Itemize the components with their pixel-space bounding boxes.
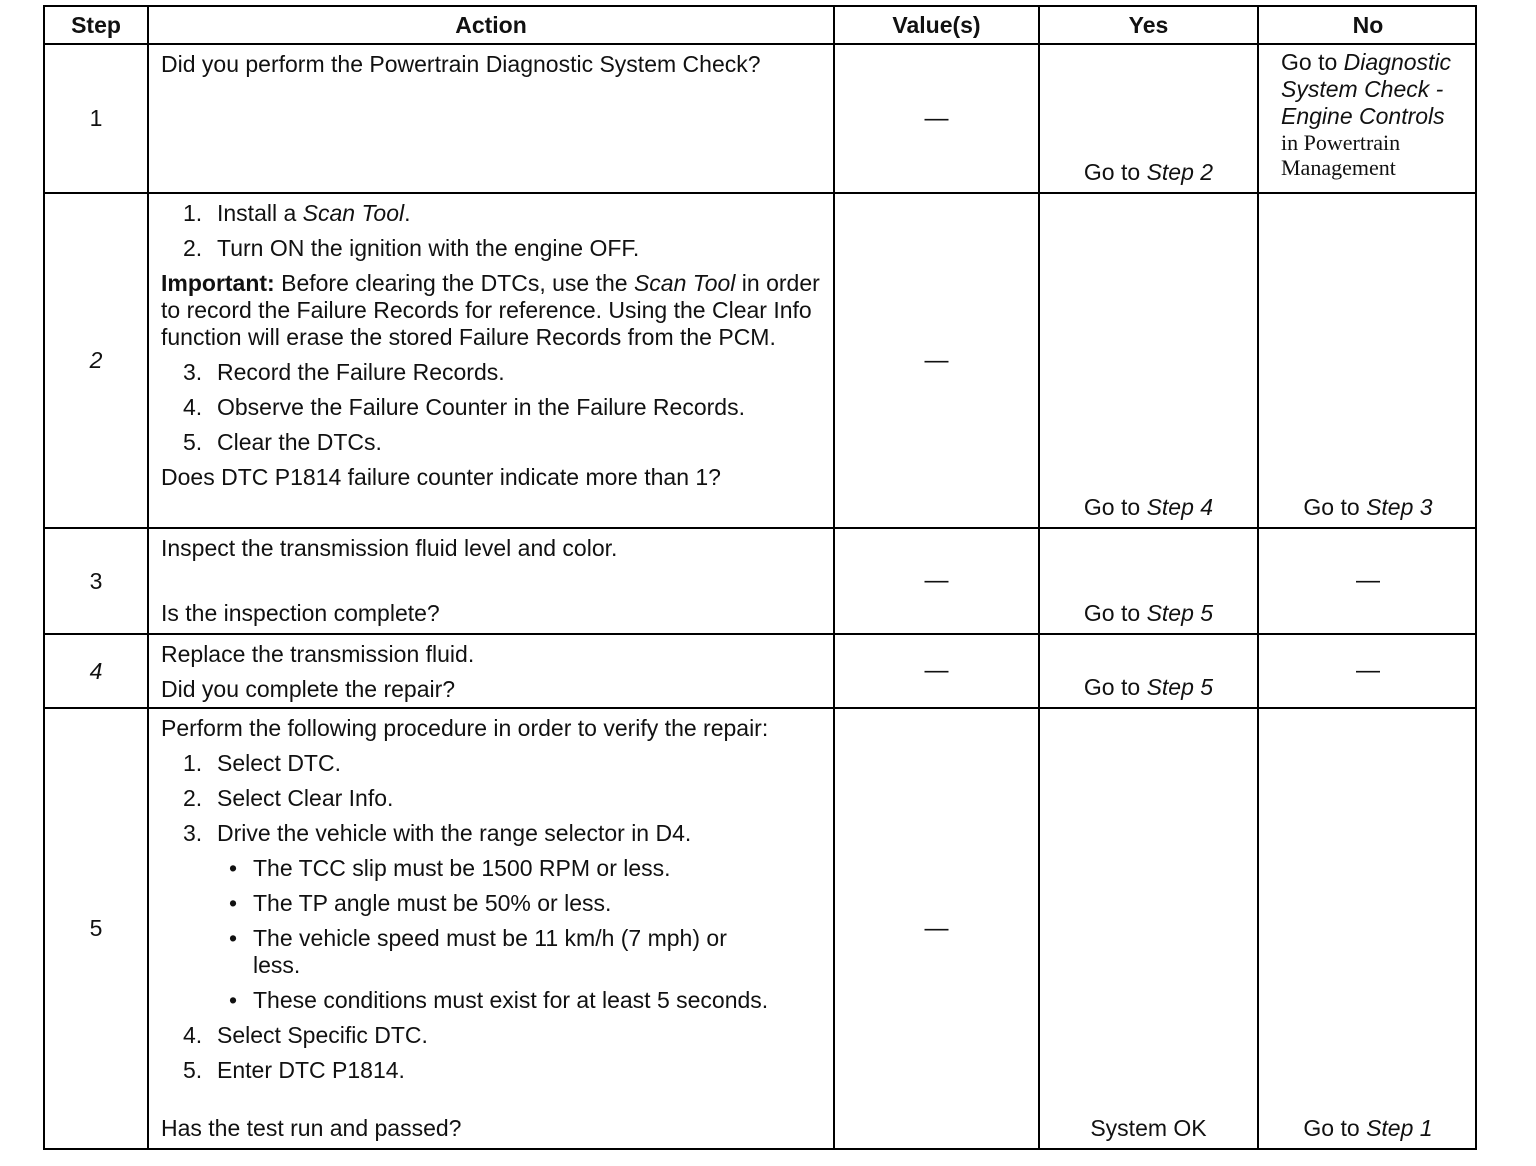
values-cell: — [833,709,1038,1148]
yes-link: Go to Step 5 [1083,674,1214,700]
action-cell [147,529,833,633]
no-cell: — [1257,529,1477,633]
yes-link: Go to Step 5 [1083,600,1214,626]
list-item: 1. Select DTC. [183,750,341,776]
no-link: Go to Step 1 [1303,1115,1433,1141]
diagnostic-table [43,5,1477,1150]
no-cell [1257,194,1477,527]
header-step: Step [71,12,121,38]
yes-link: Go to Step 2 [1083,159,1214,185]
action-text: Inspect the transmission fluid level and color. [161,535,618,561]
values-cell: — [833,635,1038,707]
yes-cell [1038,709,1257,1148]
list-item: 4. Observe the Failure Counter in the Failure Records. [183,394,745,420]
list-item: 2. Turn ON the ignition with the engine OFF. [183,235,640,261]
no-link: Go to Step 3 [1303,494,1433,520]
bullet-item: • These conditions must exist for at least 5 seconds. [229,987,769,1013]
table-row-step-5 [45,707,1475,1148]
no-cell [1257,45,1477,192]
no-cell [1257,709,1477,1148]
step-number: 2 [89,347,103,373]
values-cell: — [833,529,1038,633]
list-item: 3. Record the Failure Records. [183,359,505,385]
table-row-step-4 [45,633,1475,707]
list-item: 5. Clear the DTCs. [183,429,382,455]
action-text: Replace the transmission fluid. [161,641,475,667]
action-cell [147,45,833,192]
action-question: Did you complete the repair? [161,676,456,702]
action-cell [147,635,833,707]
action-cell [147,194,833,527]
important-note: Important: Before clearing the DTCs, use the Scan Tool in order to record the Failure Records for reference. Using the Clear Info function will erase the stored Failure Records from the PCM. [161,270,820,350]
table-row-step-2 [45,192,1475,527]
header-yes: Yes [1038,7,1257,45]
step-number: 4 [89,657,103,684]
step-number: 5 [89,915,103,941]
no-link-location: in Powertrain Management [1281,130,1401,180]
list-item: 4. Select Specific DTC. [183,1022,428,1048]
table-header [45,7,1475,45]
action-question: Did you perform the Powertrain Diagnostic System Check? [161,51,761,77]
step-number: 3 [89,567,103,594]
step-number: 1 [89,105,103,131]
header-no: No [1257,7,1477,45]
yes-link: Go to Step 4 [1083,494,1214,520]
bullet-item: • The TP angle must be 50% or less. [229,890,612,916]
action-question: Is the inspection complete? [161,600,440,626]
values-cell: — [833,194,1038,527]
list-item: 1. Install a Scan Tool. [183,200,411,226]
yes-cell [1038,529,1257,633]
action-cell [147,709,833,1148]
bullet-item: • The vehicle speed must be 11 km/h (7 mph) or less. [229,925,727,978]
no-cell: — [1257,635,1477,707]
action-question: Does DTC P1814 failure counter indicate more than 1? [161,464,721,490]
yes-cell [1038,194,1257,527]
no-link: Go to Diagnostic System Check - Engine Controls [1281,49,1452,129]
action-intro: Perform the following procedure in order to verify the repair: [161,715,769,741]
header-values: Value(s) [833,7,1038,45]
list-item: 3. Drive the vehicle with the range selector in D4. [183,820,692,846]
list-item: 2. Select Clear Info. [183,785,394,811]
table-row-step-3 [45,527,1475,633]
yes-cell [1038,635,1257,707]
table-row-step-1 [45,43,1475,192]
yes-cell [1038,45,1257,192]
list-item: 5. Enter DTC P1814. [183,1057,405,1083]
values-cell: — [833,45,1038,192]
action-question: Has the test run and passed? [161,1115,462,1141]
header-action: Action [147,7,833,45]
yes-result: System OK [1090,1115,1207,1141]
bullet-item: • The TCC slip must be 1500 RPM or less. [229,855,671,881]
